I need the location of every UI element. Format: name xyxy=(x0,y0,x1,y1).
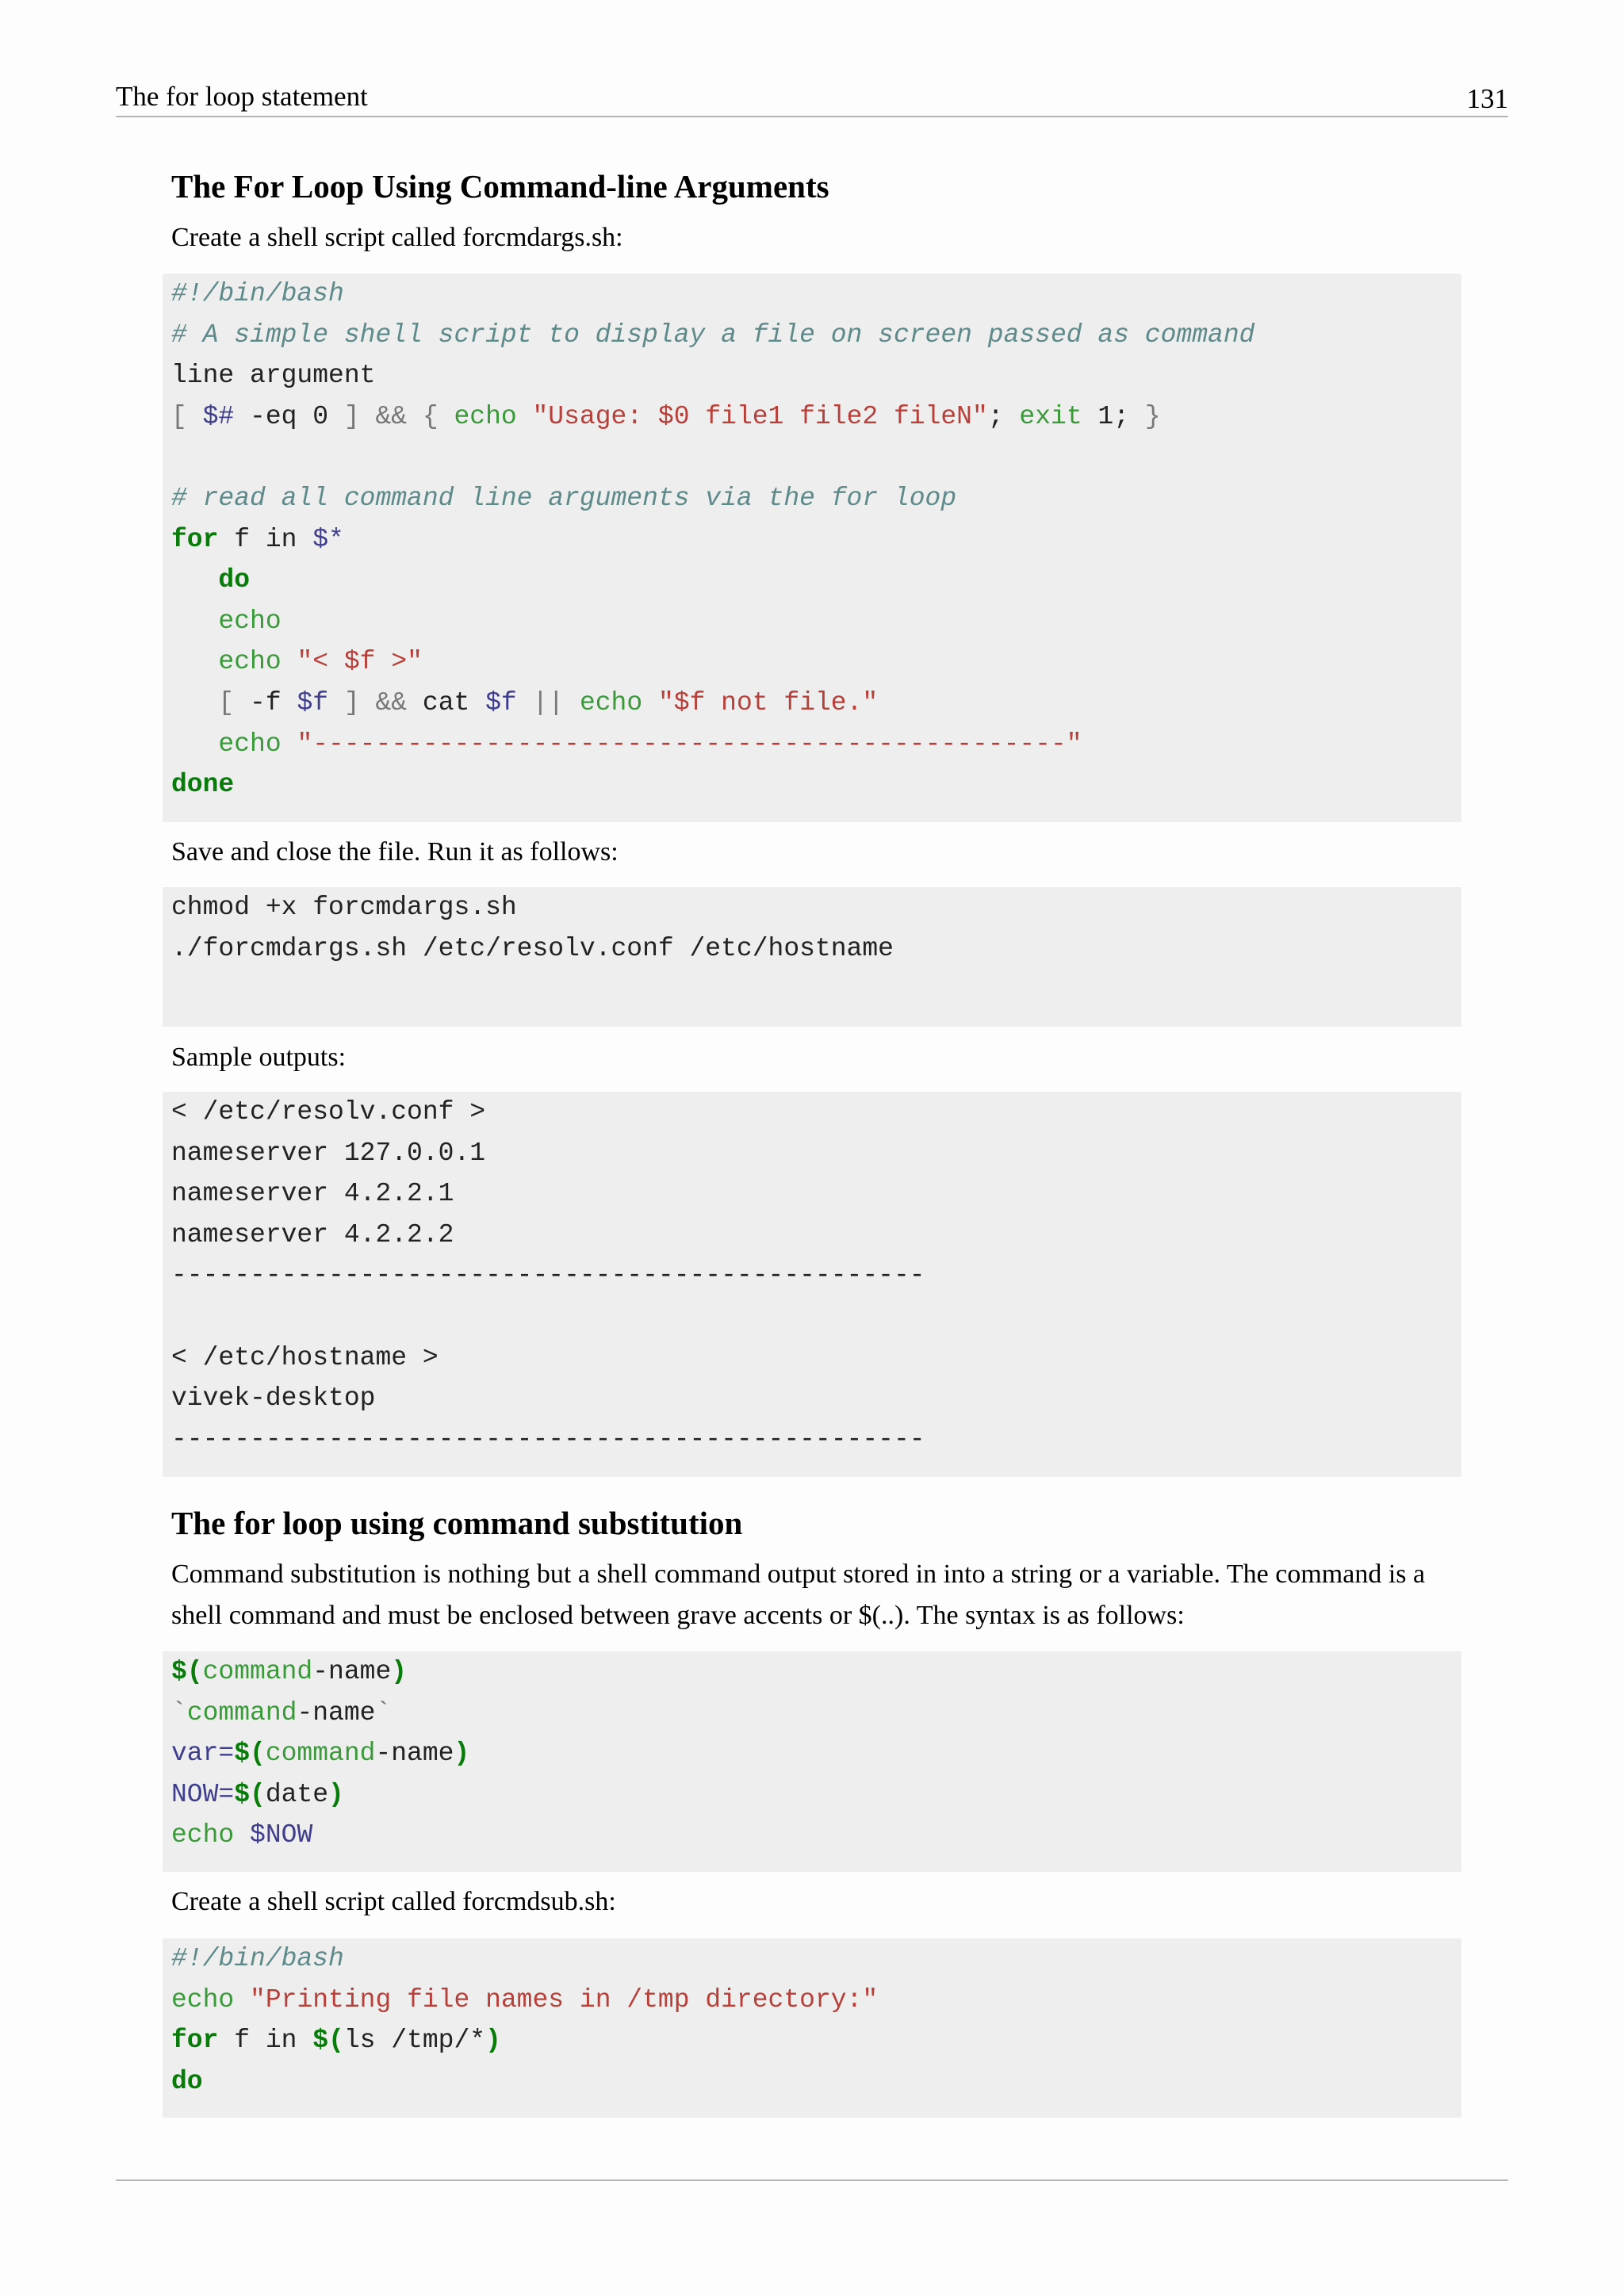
code-token: $NOW xyxy=(250,1820,313,1850)
run-instructions: Save and close the file. Run it as follows: xyxy=(171,837,619,867)
page-number: 131 xyxy=(1466,83,1508,114)
code-token: echo xyxy=(454,401,517,431)
cmd-substitution-paragraph: Command substitution is nothing but a shell command output stored in into a string or a variable. The command is a shell command and must be enclosed between grave accents or $(..). The syntax is as follows: xyxy=(171,1559,1426,1630)
code-line xyxy=(171,887,1461,928)
code-line xyxy=(171,1296,1461,1337)
code-token: # read all command line arguments via the for loop xyxy=(171,483,957,513)
code-token xyxy=(282,647,297,676)
code-line xyxy=(171,1255,1461,1296)
code-token xyxy=(234,1985,250,2015)
code-line xyxy=(171,396,1461,438)
code-line xyxy=(171,1173,1461,1215)
code-token: $( xyxy=(171,1657,203,1686)
code-block-sample-output xyxy=(163,1092,1461,1477)
code-token: -name xyxy=(312,1657,392,1686)
code-line xyxy=(171,764,1461,806)
code-line xyxy=(171,724,1461,765)
code-token: $( xyxy=(234,1739,266,1769)
code-token: ) xyxy=(454,1739,470,1769)
code-block-run-commands xyxy=(163,887,1461,1027)
code-token: command xyxy=(265,1739,376,1769)
code-line xyxy=(171,1980,1461,2021)
code-token: $f xyxy=(485,687,517,718)
code-token: -f xyxy=(250,687,297,718)
code-token: line argument xyxy=(171,361,376,391)
code-token: #!/bin/bash xyxy=(171,279,344,308)
code-token: do xyxy=(171,2066,203,2096)
code-line xyxy=(171,1419,1461,1460)
code-token xyxy=(171,565,218,595)
code-line xyxy=(171,519,1461,561)
code-token: -eq 0 xyxy=(234,401,344,431)
code-line xyxy=(171,1215,1461,1256)
code-line xyxy=(171,560,1461,601)
section-heading-cmdline-args: The For Loop Using Command-line Arguments xyxy=(171,168,829,205)
code-token: [ xyxy=(171,401,203,431)
code-line xyxy=(171,928,1461,970)
code-token: < /etc/resolv.conf > xyxy=(171,1097,486,1127)
code-token: ` xyxy=(171,1697,187,1728)
code-line xyxy=(171,641,1461,683)
code-block-syntax xyxy=(163,1651,1461,1872)
code-token: } xyxy=(1144,401,1161,431)
code-token: "Printing file names in /tmp directory:" xyxy=(250,1984,879,2015)
code-token: f in xyxy=(218,524,313,554)
code-token: exit xyxy=(1019,401,1082,431)
code-token: 1; xyxy=(1082,401,1145,431)
footer-rule xyxy=(116,2179,1508,2181)
code-line xyxy=(171,1337,1461,1379)
code-line xyxy=(171,315,1461,356)
code-token: echo xyxy=(218,729,282,759)
code-line xyxy=(171,683,1461,724)
code-token: var= xyxy=(171,1739,235,1769)
code-token: [ xyxy=(218,687,251,718)
code-token: ] && { xyxy=(343,401,454,431)
code-token: vivek-desktop xyxy=(171,1383,376,1414)
code-token: nameserver 127.0.0.1 xyxy=(171,1138,486,1168)
code-block-forcmdargs xyxy=(163,274,1461,822)
code-token xyxy=(171,607,218,636)
sample-outputs-label: Sample outputs: xyxy=(171,1043,347,1072)
code-token xyxy=(282,729,297,759)
code-token xyxy=(171,729,218,759)
code-token: do xyxy=(218,565,251,595)
code-token: ) xyxy=(485,2026,501,2056)
code-token: command xyxy=(202,1657,313,1686)
code-token: chmod +x forcmdargs.sh xyxy=(171,893,517,922)
code-token: f in xyxy=(218,2026,313,2056)
code-line xyxy=(171,355,1461,396)
code-token: -name xyxy=(375,1739,454,1769)
code-token: ./forcmdargs.sh /etc/resolv.conf /etc/hostname xyxy=(171,933,894,963)
code-line xyxy=(171,1774,1461,1816)
code-token: echo xyxy=(579,687,643,718)
code-line xyxy=(171,274,1461,315)
code-token: echo xyxy=(171,1820,235,1850)
code-token xyxy=(517,402,533,431)
code-line xyxy=(171,969,1461,1010)
code-token: for xyxy=(171,2026,219,2056)
code-token: ) xyxy=(391,1657,408,1686)
code-line xyxy=(171,1938,1461,1980)
code-token: for xyxy=(171,524,219,554)
code-token: < /etc/hostname > xyxy=(171,1342,439,1372)
section-heading-cmd-substitution: The for loop using command substitution xyxy=(171,1505,743,1541)
code-token: "Usage: $0 file1 file2 fileN" xyxy=(532,401,988,431)
code-token: "$f not file." xyxy=(657,687,879,718)
code-token: #!/bin/bash xyxy=(171,1944,344,1973)
code-line xyxy=(171,1693,1461,1734)
intro-forcmdsub: Create a shell script called forcmdsub.sh: xyxy=(171,1887,616,1916)
code-token: $( xyxy=(234,1779,266,1809)
code-line xyxy=(171,1733,1461,1774)
code-block-forcmdsub xyxy=(163,1938,1461,2118)
page-header xyxy=(116,81,1508,117)
code-line xyxy=(171,1133,1461,1174)
code-token: date xyxy=(265,1779,329,1809)
code-token: $* xyxy=(312,524,344,554)
code-token: echo xyxy=(171,1984,235,2015)
code-line xyxy=(171,2020,1461,2061)
code-token xyxy=(171,688,218,718)
code-line xyxy=(171,437,1461,478)
code-token: || xyxy=(516,687,580,718)
code-token: ; xyxy=(987,401,1020,431)
code-token: ------------------------------------------------ xyxy=(171,1261,925,1291)
code-token: nameserver 4.2.2.1 xyxy=(171,1179,454,1209)
running-title: The for loop statement xyxy=(116,81,368,112)
code-token: ------------------------------------------------ xyxy=(171,1424,925,1454)
code-token xyxy=(171,647,218,676)
code-line xyxy=(171,2061,1461,2103)
code-token: $( xyxy=(312,2026,344,2056)
code-line xyxy=(171,601,1461,642)
code-line xyxy=(171,1378,1461,1419)
code-line xyxy=(171,1815,1461,1856)
code-token: -name xyxy=(297,1697,376,1728)
code-line xyxy=(171,1092,1461,1133)
code-token: echo xyxy=(218,606,282,636)
code-token: ls /tmp/* xyxy=(343,2026,486,2056)
code-token: $f xyxy=(297,687,329,718)
code-token: nameserver 4.2.2.2 xyxy=(171,1219,454,1249)
code-token: command xyxy=(186,1697,297,1728)
code-token: ] && xyxy=(328,687,423,718)
code-token: echo xyxy=(218,647,282,677)
code-token xyxy=(234,1820,250,1850)
code-line xyxy=(171,478,1461,519)
code-token: "< $f >" xyxy=(297,647,423,677)
intro-paragraph: Create a shell script called forcmdargs.sh: xyxy=(171,223,623,252)
code-line xyxy=(171,1651,1461,1693)
code-token: NOW= xyxy=(171,1779,235,1809)
code-token: done xyxy=(171,770,235,800)
code-token: $# xyxy=(202,401,235,431)
code-token: ) xyxy=(328,1779,344,1809)
code-token: # A simple shell script to display a file on screen passed as command xyxy=(171,320,1255,350)
code-token xyxy=(642,688,658,718)
code-token: cat xyxy=(422,687,486,718)
code-token: "------------------------------------------------" xyxy=(297,729,1082,759)
code-token: ` xyxy=(375,1697,392,1728)
